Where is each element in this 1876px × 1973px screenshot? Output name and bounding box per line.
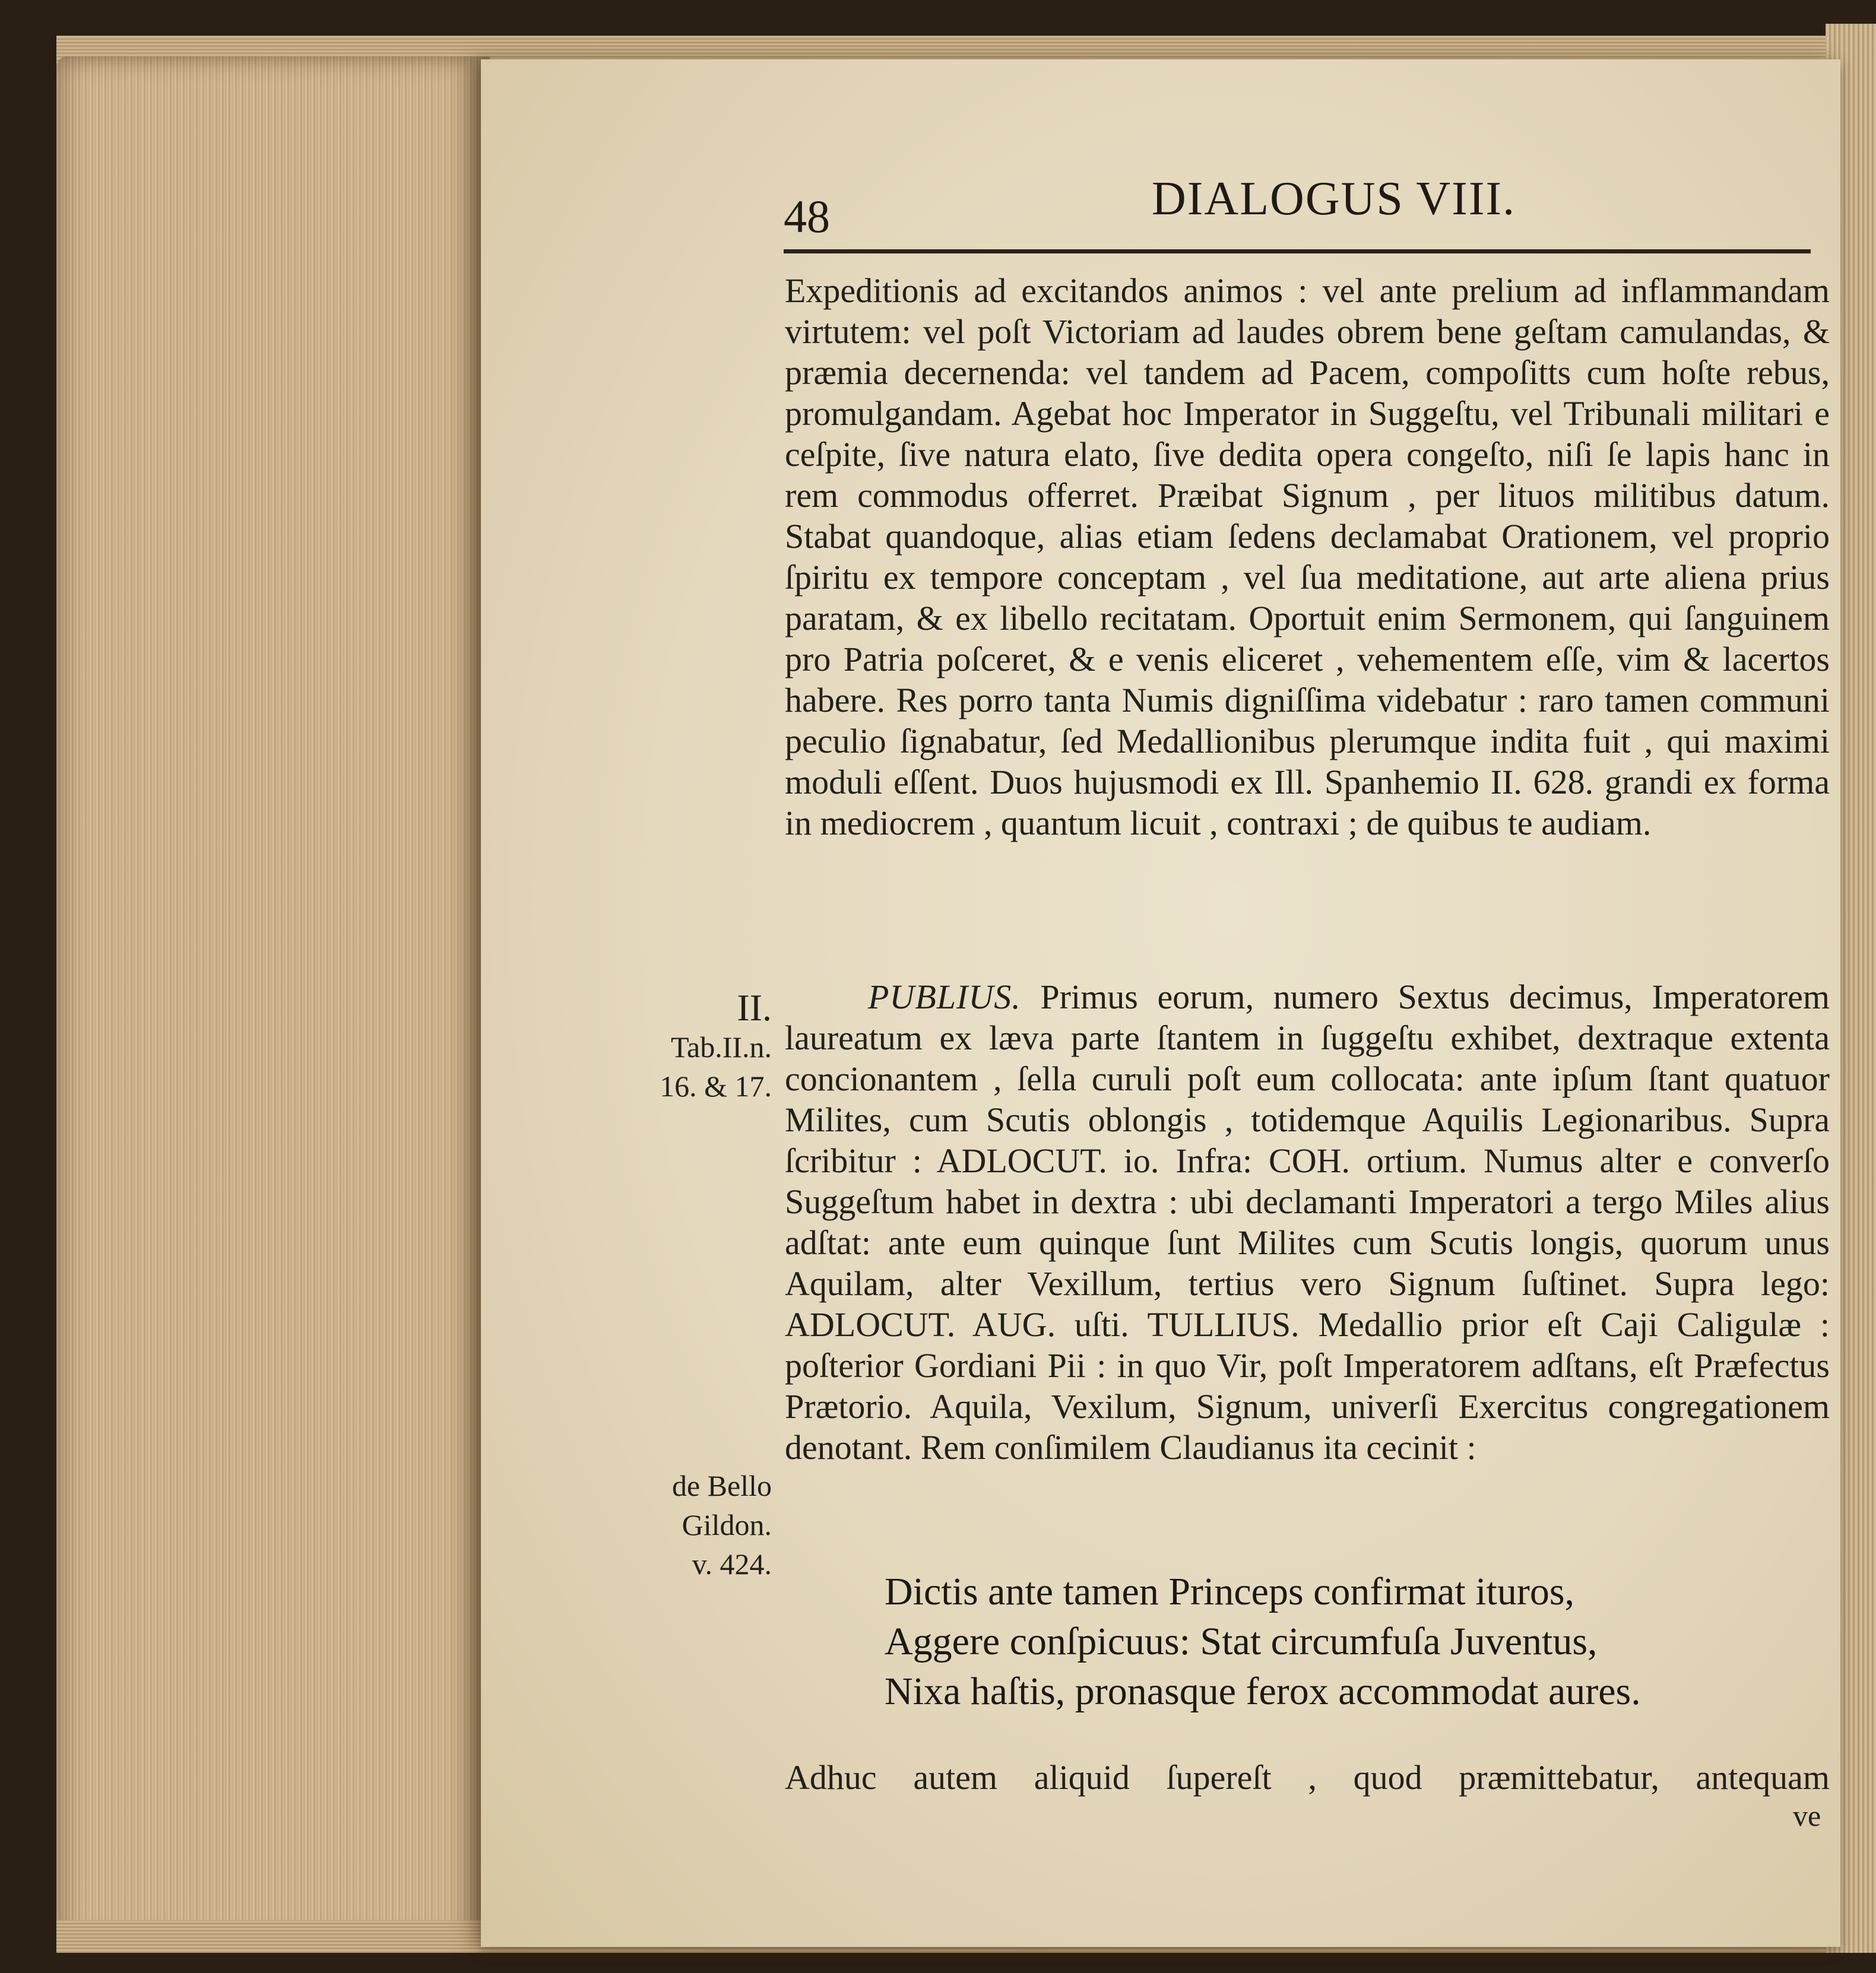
margin-note-source-title: de Bello bbox=[671, 1469, 772, 1502]
verse-quotation bbox=[885, 1567, 1641, 1717]
margin-note-source-work: Gildon. bbox=[682, 1508, 772, 1541]
margin-note-tab-ref bbox=[629, 988, 772, 1106]
verse-line-2: Aggere conſpicuus: Stat circumfuſa Juventus, bbox=[885, 1620, 1598, 1663]
header-rule bbox=[784, 249, 1811, 253]
speaker-name: PUBLIUS. bbox=[868, 978, 1021, 1016]
page-edges-left bbox=[56, 56, 490, 1944]
paragraph-2-text: Primus eorum, numero Sextus decimus, Imperatorem laureatum ex læva parte ſtantem in ſuggeſtu exhibet, dextraque extenta concionantem , ſella curuli poſt eum collocata: ante ipſum ſtant quatuor Milites, cum Scutis oblongis , totidemque Aquilis Legionaribus. Supra ſcribitur : ADLOCUT. io. Infra: COH. ortium. Numus alter e converſo Suggeſtum habet in dextra : ubi declamanti Imperatori a tergo Miles alius adſtat: ante eum quinque ſunt Milites cum Scutis longis, quorum unus Aquilam, alter Vexillum, tertius vero Signum ſuſtinet. Supra lego: ADLOCUT. AUG. uſti. TULLIUS. Medallio prior eſt Caji Caligulæ : poſterior Gordiani Pii : in quo Vir, poſt Imperatorem adſtans, eſt Præfectus Prætorio. Aquila, Vexilum, Signum, univerſi Exercitus congregationem denotant. Rem conſimilem Claudianus ita cecinit : bbox=[785, 978, 1830, 1467]
final-line: Adhuc autem aliquid ſupereſt , quod præmittebatur, antequam bbox=[785, 1758, 1830, 1797]
paragraph-1 bbox=[785, 270, 1830, 843]
paragraph-1-text: Expeditionis ad excitandos animos : vel ante prelium ad inflammandam virtutem: vel poſt Victoriam ad laudes obrem bene geſtam camulandas, & præmia decernenda: vel tandem ad Pacem, compoſitts cum hoſte rebus, promulgandam. Agebat hoc Imperator in Suggeſtu, vel Tribunali militari e ceſpite, ſive natura elato, ſive dedita opera congeſto, niſi ſe lapis hanc in rem commodus offerret. Præibat Signum , per lituos militibus datum. Stabat quandoque, alias etiam ſedens declamabat Orationem, vel proprio ſpiritu ex tempore conceptam , vel ſua meditatione, aut arte aliena prius paratam, & ex libello recitatam. Oportuit enim Sermonem, qui ſanguinem pro Patria poſceret, & e venis eliceret , vehementem eſſe, vim & lacertos habere. Res porro tanta Numis digniſſima videbatur : raro tamen communi peculio ſignabatur, ſed Medallionibus plerumque indita fuit , qui maximi moduli eſſent. Duos hujusmodi ex Ill. Spanhemio II. 628. grandi ex forma in mediocrem , quantum licuit , contraxi ; de quibus te audiam. bbox=[785, 271, 1830, 842]
running-head: DIALOGUS VIII. bbox=[1152, 173, 1516, 225]
margin-note-tab: Tab.II.n. bbox=[670, 1030, 772, 1064]
verse-line-1: Dictis ante tamen Princeps confirmat ituros, bbox=[885, 1570, 1575, 1613]
margin-note-number: II. bbox=[737, 987, 772, 1029]
margin-note-source-verse: v. 424. bbox=[692, 1547, 772, 1581]
page-number: 48 bbox=[784, 191, 830, 242]
margin-note-figs: 16. & 17. bbox=[660, 1070, 772, 1103]
paragraph-2 bbox=[785, 976, 1830, 1468]
verse-line-3: Nixa haſtis, pronasque ferox accommodat aures. bbox=[885, 1670, 1641, 1713]
paragraph-2-body bbox=[785, 976, 1830, 1468]
catchword: ve bbox=[1793, 1799, 1821, 1832]
margin-note-source bbox=[629, 1466, 772, 1584]
